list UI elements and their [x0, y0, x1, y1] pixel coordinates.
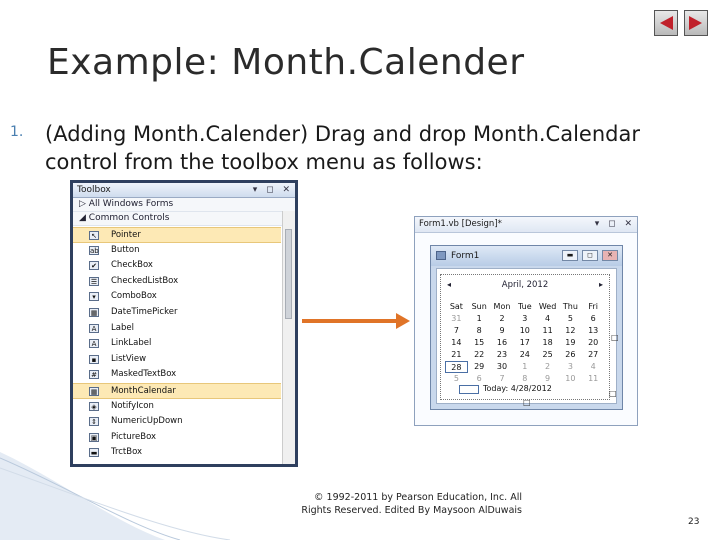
- toolbox-item-monthcalendar[interactable]: [73, 383, 281, 399]
- calendar-day[interactable]: 1: [476, 314, 482, 323]
- maximize-button[interactable]: ◻: [582, 250, 598, 261]
- toolbox-item-label: LinkLabel: [111, 338, 152, 349]
- page-number: 23: [688, 517, 700, 527]
- toolbox-item-datetimepicker[interactable]: [73, 305, 281, 321]
- toolbox-item-label: PictureBox: [111, 431, 157, 442]
- toolbox-item-label: MonthCalendar: [111, 385, 176, 396]
- toolbox-item-label[interactable]: [73, 321, 281, 337]
- datetimepicker-icon: ▦: [90, 308, 98, 317]
- calendar-day[interactable]: 23: [496, 350, 508, 359]
- toolbox-item-picturebox[interactable]: [73, 430, 281, 446]
- toolbox-item-label: Pointer: [111, 230, 141, 240]
- calendar-day-header: Mon: [493, 302, 511, 311]
- calendar-day[interactable]: 6: [590, 314, 596, 323]
- toolbox-item-checkbox[interactable]: [73, 258, 281, 274]
- designer-tab[interactable]: [415, 217, 637, 233]
- toolbox-item-maskedtextbox[interactable]: [73, 367, 281, 383]
- next-slide-button[interactable]: [684, 10, 708, 36]
- resize-handle-right[interactable]: □: [611, 333, 619, 342]
- next-arrow-icon: [688, 15, 704, 31]
- calendar-day[interactable]: 4: [590, 362, 596, 371]
- calendar-week-row: [445, 349, 605, 361]
- toolbox-item-label: MaskedTextBox: [111, 369, 177, 380]
- calendar-day[interactable]: 26: [565, 350, 576, 359]
- toolbox-item-label: CheckedListBox: [111, 275, 179, 286]
- calendar-day[interactable]: 9: [499, 326, 505, 335]
- calendar-day[interactable]: 24: [519, 350, 530, 359]
- slide-title: Example: Month.Calender: [47, 42, 525, 83]
- toolbox-scrollbar-thumb[interactable]: [285, 229, 292, 319]
- calendar-day[interactable]: 7: [499, 374, 505, 383]
- toolbox-section-all-windows-forms[interactable]: ▷ All Windows Forms: [73, 198, 295, 212]
- close-button[interactable]: ✕: [602, 250, 618, 261]
- toolbox-scrollbar[interactable]: [282, 211, 295, 464]
- calendar-day[interactable]: 19: [565, 338, 576, 347]
- calendar-week-row: [445, 337, 605, 349]
- calendar-day[interactable]: 11: [542, 326, 553, 335]
- calendar-day[interactable]: 3: [522, 314, 528, 323]
- monthcalendar-icon: ▦: [90, 387, 98, 396]
- calendar-day[interactable]: 11: [588, 374, 599, 383]
- calendar-day[interactable]: 9: [545, 374, 551, 383]
- calendar-day[interactable]: 5: [567, 314, 573, 323]
- form1-title: Form1: [451, 251, 480, 261]
- calendar-day[interactable]: 3: [567, 362, 573, 371]
- calendar-day[interactable]: 7: [453, 326, 459, 335]
- drag-arrow-head: [396, 313, 410, 329]
- today-marker: [459, 385, 479, 394]
- toolbox-item-button[interactable]: [73, 243, 281, 259]
- minimize-button[interactable]: ▬: [562, 250, 578, 261]
- designer-window-controls[interactable]: ▾ ◻ ✕: [594, 219, 635, 229]
- notifyicon-icon: ◈: [89, 402, 99, 411]
- calendar-day[interactable]: 8: [476, 326, 482, 335]
- listview-icon: ▪: [89, 355, 99, 364]
- calendar-day[interactable]: 10: [519, 326, 530, 335]
- toolbox-title: Toolbox: [77, 185, 111, 195]
- calendar-day-header: Wed: [538, 302, 557, 311]
- calendar-day[interactable]: 22: [474, 350, 485, 359]
- toolbox-item-label: TrctBox: [111, 447, 143, 458]
- linklabel-icon: A: [89, 339, 99, 348]
- form-designer-window: [414, 216, 638, 426]
- checkedlistbox-icon: ☰: [90, 277, 98, 286]
- calendar-day[interactable]: 8: [522, 374, 528, 383]
- calendar-day[interactable]: 28: [445, 361, 468, 373]
- calendar-today-label[interactable]: Today: 4/28/2012: [483, 384, 552, 393]
- calendar-day[interactable]: 6: [476, 374, 482, 383]
- calendar-next-month-button[interactable]: ▸: [598, 280, 603, 289]
- bullet-text: (Adding Month.Calender) Drag and drop Month.Calendar control from the toolbox menu as follows:: [45, 122, 640, 174]
- resize-handle-bottom[interactable]: □: [523, 398, 531, 407]
- toolbox-item-numericupdown[interactable]: [73, 414, 281, 430]
- calendar-day[interactable]: 29: [474, 362, 485, 371]
- calendar-day[interactable]: 14: [451, 338, 462, 347]
- calendar-week-row: [445, 361, 605, 373]
- calendar-month-label[interactable]: April, 2012: [501, 280, 549, 290]
- calendar-day[interactable]: 2: [545, 362, 551, 371]
- calendar-day-header: Fri: [588, 302, 598, 311]
- form1-window[interactable]: [430, 245, 623, 410]
- calendar-day[interactable]: 21: [451, 350, 462, 359]
- previous-arrow-icon: [658, 15, 674, 31]
- toolbox-section-common-controls[interactable]: ◢ Common Controls: [73, 212, 295, 226]
- calendar-week-row: [445, 313, 605, 325]
- maskedtextbox-icon: #: [89, 370, 99, 379]
- pointer-icon: ↖: [89, 231, 99, 240]
- calendar-day[interactable]: 15: [474, 338, 485, 347]
- copyright-notice: © 1992-2011 by Pearson Education, Inc. All Rights Reserved. Edited By Maysoon AlDuwais: [301, 492, 522, 516]
- toolbox-item-notifyicon[interactable]: [73, 399, 281, 415]
- calendar-day[interactable]: 12: [565, 326, 576, 335]
- calendar-week-row: [445, 325, 605, 337]
- toolbox-item-label: ComboBox: [111, 291, 157, 302]
- calendar-day-header: Sat: [449, 302, 463, 311]
- progressbar-icon: ▬: [90, 449, 98, 458]
- calendar-day[interactable]: 25: [542, 350, 553, 359]
- toolbox-item-listview[interactable]: [73, 352, 281, 368]
- calendar-day[interactable]: 18: [542, 338, 553, 347]
- toolbox-item-trctbox[interactable]: [73, 445, 281, 461]
- toolbox-item-label: NotifyIcon: [111, 400, 154, 411]
- toolbox-window-controls[interactable]: ▾ ◻ ✕: [252, 185, 293, 195]
- designer-tab-title: Form1.vb [Design]*: [419, 219, 502, 229]
- calendar-day-header: Tue: [517, 302, 532, 311]
- calendar-day[interactable]: 16: [496, 338, 508, 347]
- bullet-number: 1.: [10, 124, 24, 140]
- toolbox-window: [70, 180, 298, 467]
- calendar-day[interactable]: 13: [588, 326, 599, 335]
- month-calendar-control[interactable]: [440, 274, 610, 400]
- toolbox-item-label: NumericUpDown: [111, 416, 183, 427]
- toolbox-item-label: DateTimePicker: [111, 306, 178, 317]
- checkbox-icon: ✔: [89, 261, 99, 270]
- numericupdown-icon: ⇕: [89, 417, 99, 426]
- picturebox-icon: ▣: [90, 433, 98, 442]
- calendar-day-header: Sun: [471, 302, 487, 311]
- toolbox-item-list: [73, 227, 281, 461]
- drag-arrow-line: [302, 319, 398, 323]
- calendar-prev-month-button[interactable]: ◂: [447, 280, 452, 289]
- form-resize-handle[interactable]: □: [609, 389, 617, 398]
- calendar-day-header-row: [445, 301, 605, 313]
- toolbox-titlebar: [73, 183, 295, 198]
- calendar-day[interactable]: 5: [453, 374, 459, 383]
- calendar-day-grid: [445, 301, 605, 385]
- calendar-day[interactable]: 2: [499, 314, 505, 323]
- form1-client-area: [436, 268, 619, 407]
- calendar-day[interactable]: 10: [565, 374, 576, 383]
- calendar-day[interactable]: 27: [588, 350, 599, 359]
- label-icon: A: [89, 324, 99, 333]
- calendar-day[interactable]: 30: [496, 362, 508, 371]
- combobox-icon: ▾: [89, 292, 99, 301]
- toolbox-item-pointer[interactable]: [73, 227, 281, 243]
- form1-titlebar: [431, 246, 622, 266]
- toolbox-item-combobox[interactable]: [73, 289, 281, 305]
- toolbox-item-label: Label: [111, 322, 134, 333]
- toolbox-item-label: ListView: [111, 353, 147, 364]
- toolbox-item-linklabel[interactable]: [73, 336, 281, 352]
- calendar-day-header: Thu: [562, 302, 578, 311]
- previous-slide-button[interactable]: [654, 10, 678, 36]
- calendar-day[interactable]: 1: [522, 362, 528, 371]
- toolbox-item-label: Button: [111, 244, 140, 255]
- toolbox-item-label: CheckBox: [111, 260, 153, 271]
- calendar-day[interactable]: 20: [588, 338, 599, 347]
- calendar-day[interactable]: 4: [545, 314, 551, 323]
- calendar-day[interactable]: 31: [451, 314, 462, 323]
- button-icon: ab: [90, 246, 99, 255]
- form-icon: [436, 251, 446, 260]
- calendar-day[interactable]: 17: [519, 338, 530, 347]
- toolbox-item-checkedlistbox[interactable]: [73, 274, 281, 290]
